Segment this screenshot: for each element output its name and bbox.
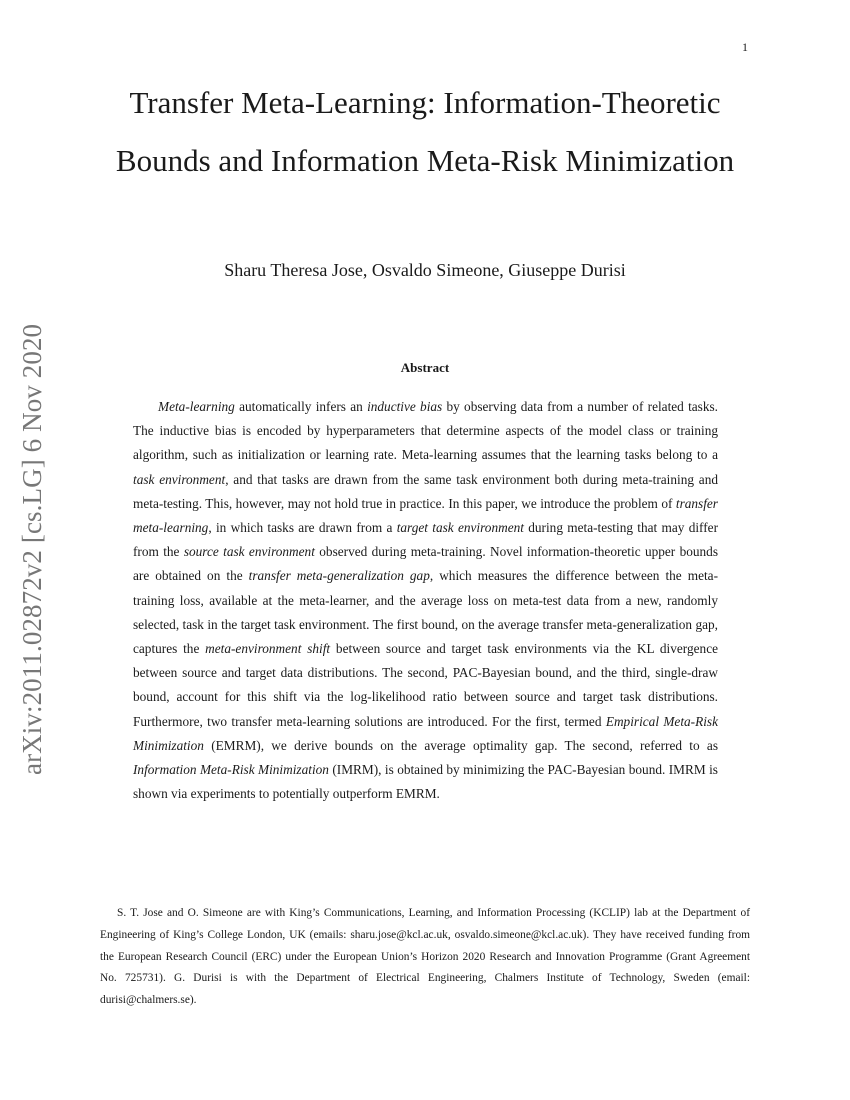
abstract-text-run: , in which tasks are drawn from a — [208, 520, 397, 536]
abstract-text-run: automatically infers an — [234, 399, 368, 414]
abstract-italic-term: task environment — [133, 471, 226, 487]
arxiv-identifier: arXiv:2011.02872v2 [cs.LG] 6 Nov 2020 — [17, 323, 47, 775]
abstract-paragraph — [133, 395, 718, 806]
abstract-italic-term: inductive bias — [367, 399, 443, 414]
paper-title: Transfer Meta-Learning: Information-Theoretic Bounds and Information Meta-Risk Minimization — [115, 85, 735, 178]
abstract-text-run: during meta-testing that may differ from the — [133, 520, 718, 560]
author-list: Sharu Theresa Jose, Osvaldo Simeone, Giuseppe Durisi — [224, 260, 626, 280]
arxiv-identifier-stamp — [8, 295, 56, 775]
abstract-body — [133, 395, 718, 806]
abstract-text-run: , and that tasks are drawn from the same task environment both during meta-training and meta-testing. This, however, may not hold true in practice. In this paper, we introduce the problem of — [133, 471, 718, 511]
abstract-text-run: between source and target task environments via the KL divergence between source and target data distributions. The second, PAC-Bayesian bound, and the third, single-draw bound, account for this shift via the log-likelihood ratio between source and target task distributions. Furthermore, two transfer meta-learning solutions are introduced. For the first, termed — [133, 641, 718, 729]
abstract-text-run: (EMRM), we derive bounds on the average optimality gap. The second, referred to as — [203, 737, 718, 753]
abstract-text-run: , which measures the difference between the meta-training loss, available at the meta-learner, and the average loss on meta-test data from a new, randomly selected, task in the target task environment. The first bound, on the average transfer meta-generalization gap, captures the — [133, 568, 719, 657]
abstract-italic-term: Meta-learning — [158, 399, 235, 414]
abstract-italic-term: meta-environment shift — [205, 641, 331, 657]
abstract-italic-term: Information Meta-Risk Minimization — [133, 762, 329, 778]
abstract-italic-term: Empirical Meta-Risk Minimization — [133, 713, 718, 753]
abstract-italic-term: source task environment — [183, 544, 315, 560]
abstract-italic-term: target task environment — [396, 520, 524, 536]
abstract-italic-term: transfer meta-generalization gap — [248, 568, 430, 584]
abstract-text-run: by observing data from a number of related tasks. The inductive bias is encoded by hyperparameters that determine aspects of the model class or training algorithm, such as initialization or learning rate. Meta-learning assumes that the learning tasks belong to a — [133, 399, 718, 463]
abstract-italic-term: transfer meta-learning — [133, 495, 718, 536]
abstract-text-run: (IMRM), is obtained by minimizing the PAC-Bayesian bound. IMRM is shown via experiments to potentially outperform EMRM. — [133, 762, 718, 802]
author-affiliation-footnote — [100, 903, 750, 1012]
abstract-text-run: observed during meta-training. Novel information-theoretic upper bounds are obtained on the — [133, 544, 719, 584]
page-number: 1 — [742, 40, 748, 54]
abstract-heading: Abstract — [400, 360, 450, 375]
footnote-text: S. T. Jose and O. Simeone are with King’s Communications, Learning, and Information Processing (KCLIP) lab at the Department of Engineering of King’s College London, UK (emails: sharu.jose@kcl.ac.uk, osvaldo.simeone@kcl.ac.uk). They have received funding from the European Research Council (ERC) under the European Union’s Horizon 2020 Research and Innovation Programme (Grant Agreement No. 725731). G. Durisi is with the Department of Electrical Engineering, Chalmers Institute of Technology, Sweden (email: durisi@chalmers.se). — [100, 907, 750, 1007]
